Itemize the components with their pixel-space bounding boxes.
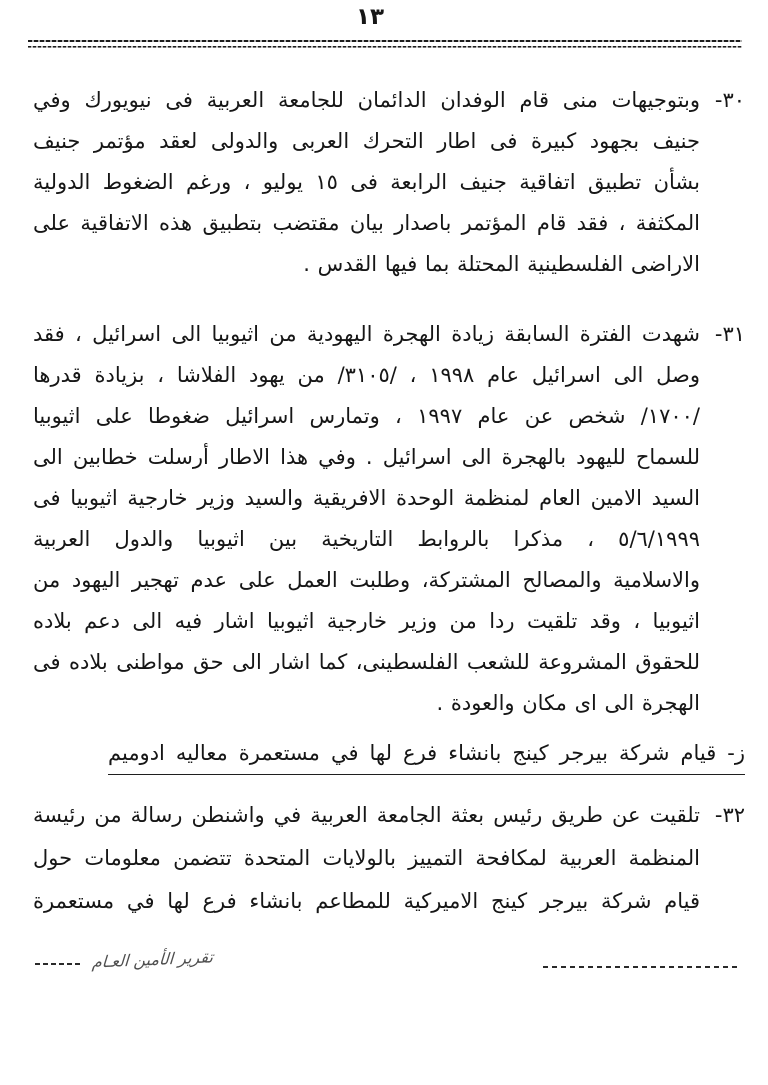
body-line: السيد الامين العام لمنظمة الوحدة الافريقية والسيد وزير خارجية اثيوبيا فى <box>33 486 700 510</box>
body-line: وصل الى اسرائيل عام ١٩٩٨ ، /٣١٠٥/ من يهود الفلاشا ، بزيادة قدرها <box>33 363 700 387</box>
body-line: الهجرة الى اى مكان والعودة . <box>436 691 700 715</box>
body-line: جنيف بجهود كبيرة فى اطار التحرك العربى والدولى لعقد مؤتمر جنيف <box>33 129 700 153</box>
body-line: الاراضى الفلسطينية المحتلة بما فيها القدس . <box>303 252 700 276</box>
footnote-rule-short <box>35 963 80 965</box>
body-line: /١٧٠٠/ شخص عن عام ١٩٩٧ ، وتمارس اسرائيل ضغوطا على اثيوبيا <box>33 404 700 428</box>
body-line: قيام شركة بيرجر كينج الاميركية للمطاعم بانشاء فرع لها في مستعمرة <box>33 889 700 913</box>
paragraph-number: ٣١- <box>714 322 745 346</box>
paragraph-31 <box>33 314 745 724</box>
body-line: المنظمة العربية لمكافحة التمييز بالولايات المتحدة تتضمن معلومات حول <box>33 846 700 870</box>
paragraph-text <box>33 794 745 923</box>
page-number: ١٣ <box>355 4 385 30</box>
body-line: للسماح لليهود بالهجرة الى اسرائيل . وفي هذا الاطار أرسلت خطابين الى <box>33 445 700 469</box>
paragraph-number: ٣٠- <box>714 88 745 112</box>
body-line: للحقوق المشروعة للشعب الفلسطينى، كما اشار الى حق مواطنى بلاده فى <box>33 650 700 674</box>
body-line: والاسلامية والمصالح المشتركة، وطلبت العمل على عدم تهجير اليهود من <box>33 568 700 592</box>
section-heading: ز- قيام شركة بيرجر كينج بانشاء فرع لها في مستعمرة معاليه ادوميم <box>108 736 745 775</box>
footnote-strip <box>0 948 768 1000</box>
body-line: تلقيت عن طريق رئيس بعثة الجامعة العربية في واشنطن رسالة من رئيسة <box>33 803 700 827</box>
body-line: المكثفة ، فقد قام المؤتمر باصدار بيان مقتضب بتطبيق هذه الاتفاقية على <box>33 211 700 235</box>
paragraph-text <box>33 80 745 285</box>
body-line: اثيوبيا ، وقد تلقيت ردا من وزير خارجية اثيوبيا اشار فيه الى دعم بلاده <box>33 609 700 633</box>
header-rule <box>28 40 742 48</box>
paragraph-32 <box>33 794 745 923</box>
body-line: شهدت الفترة السابقة زيادة الهجرة اليهودية من اثيوبيا الى اسرائيل ، فقد <box>33 322 700 346</box>
body-line: ٥/٦/١٩٩٩ ، مذكرا بالروابط التاريخية بين اثيوبيا والدول العربية <box>33 527 700 551</box>
footnote-rule-long <box>543 966 740 968</box>
paragraph-text <box>33 314 745 724</box>
paragraph-number: ٣٢- <box>714 803 745 827</box>
footnote-handwritten-title: تقرير الأمين العـام <box>91 947 214 972</box>
body-line: بشأن تطبيق اتفاقية جنيف الرابعة فى ١٥ يوليو ، ورغم الضغوط الدولية <box>33 170 700 194</box>
body-line: وبتوجيهات منى قام الوفدان الدائمان للجامعة العربية فى نيويورك وفي <box>33 88 700 112</box>
paragraph-30 <box>33 80 745 285</box>
